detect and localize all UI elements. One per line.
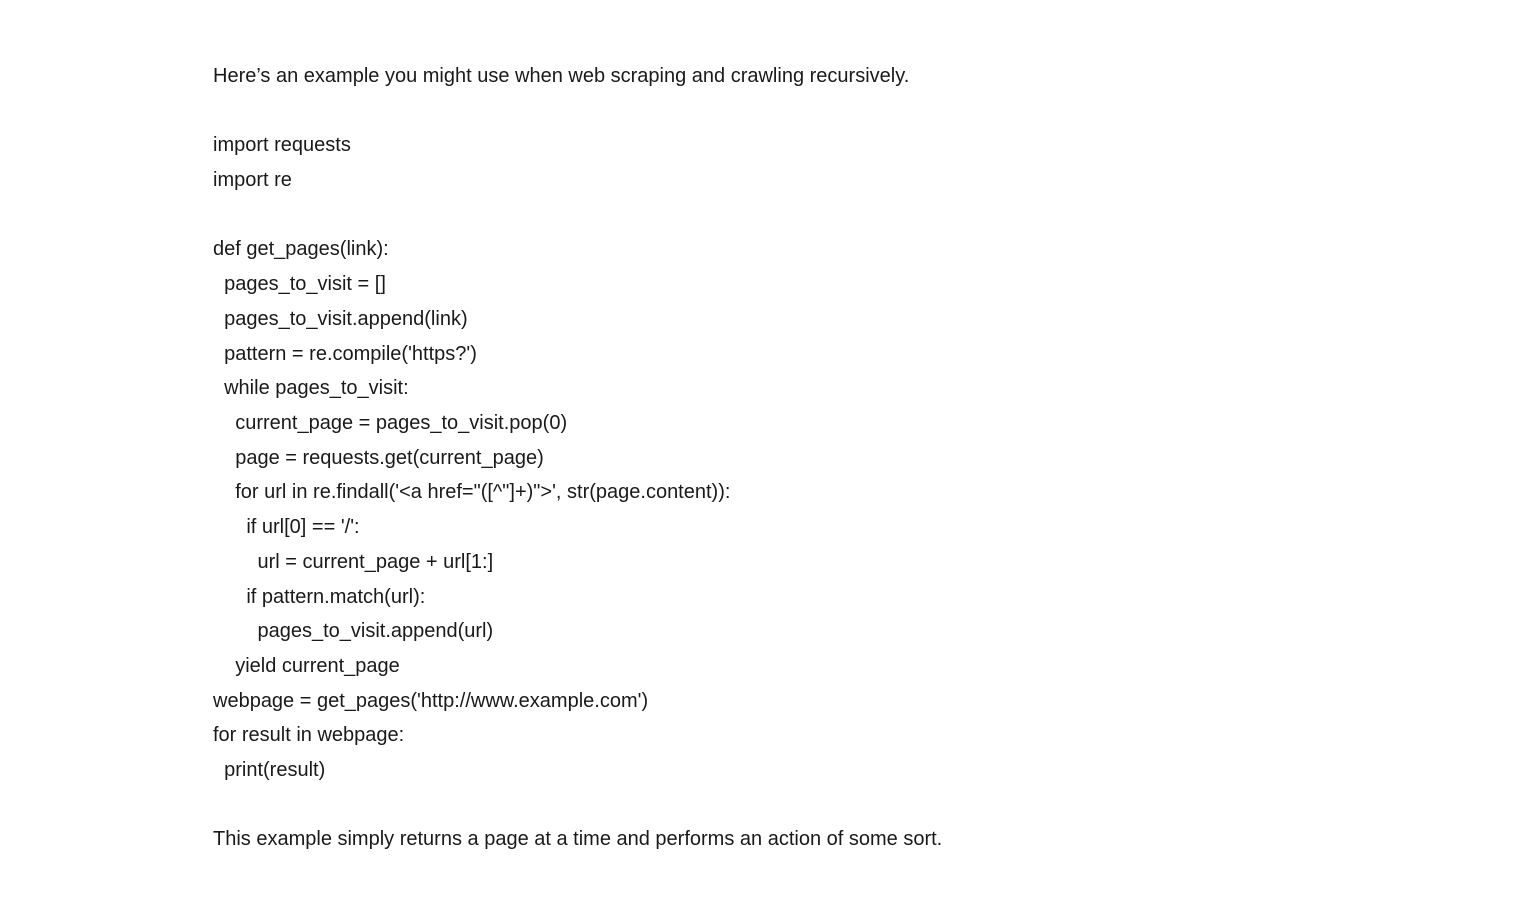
code-line: if pattern.match(url): bbox=[213, 585, 426, 608]
code-line bbox=[213, 198, 1313, 233]
document-body bbox=[213, 59, 1313, 857]
code-line: webpage = get_pages('http://www.example.com') bbox=[213, 689, 649, 712]
intro-paragraph: Here’s an example you might use when web scraping and crawling recursively. bbox=[213, 65, 910, 87]
code-line: def get_pages(link): bbox=[213, 238, 389, 261]
spacer bbox=[213, 788, 1313, 823]
code-line: import requests bbox=[213, 134, 351, 157]
code-line: if url[0] == '/': bbox=[213, 516, 360, 539]
code-line: for url in re.findall('<a href="([^"]+)">', str(page.content)): bbox=[213, 481, 731, 504]
code-line: import re bbox=[213, 169, 292, 192]
code-snippet bbox=[213, 128, 1313, 787]
code-line: current_page = pages_to_visit.pop(0) bbox=[213, 412, 568, 434]
code-line: print(result) bbox=[213, 759, 326, 782]
code-line: pages_to_visit = [] bbox=[213, 273, 386, 296]
code-line: page = requests.get(current_page) bbox=[213, 446, 544, 469]
spacer bbox=[213, 94, 1313, 129]
outro-paragraph: This example simply returns a page at a time and performs an action of some sort. bbox=[213, 828, 943, 851]
code-line: pattern = re.compile('https?') bbox=[213, 342, 477, 365]
code-line: url = current_page + url[1:] bbox=[213, 550, 494, 573]
code-line: while pages_to_visit: bbox=[213, 377, 409, 400]
code-line: for result in webpage: bbox=[213, 724, 405, 747]
code-line: pages_to_visit.append(link) bbox=[213, 307, 468, 330]
code-line: pages_to_visit.append(url) bbox=[213, 620, 494, 643]
code-line: yield current_page bbox=[213, 654, 400, 677]
